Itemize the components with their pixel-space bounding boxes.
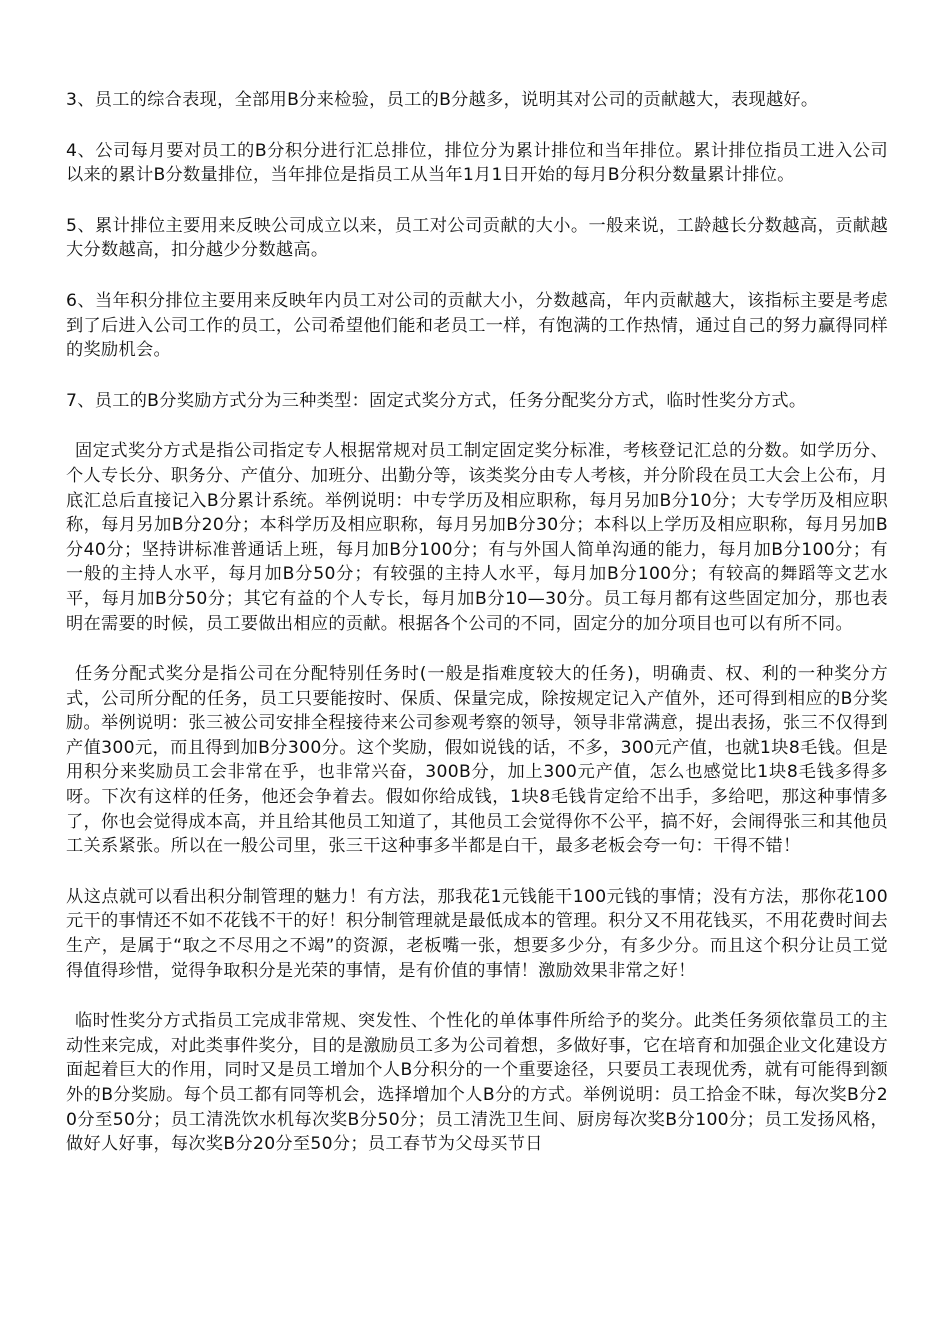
paragraph-item-5: 5、累计排位主要用来反映公司成立以来，员工对公司贡献的大小。一般来说，工龄越长分数越高，贡献越大分数越高，扣分越少分数越高。 xyxy=(66,215,888,261)
paragraph-item-7: 7、员工的B分奖励方式分为三种类型：固定式奖分方式，任务分配奖分方式，临时性奖分方式。 xyxy=(66,390,807,411)
paragraph-temporary-reward: 临时性奖分方式指员工完成非常规、突发性、个性化的单体事件所给予的奖分。此类任务须依靠员工的主动性来完成，对此类事件奖分，目的是激励员工多为公司着想，多做好事，它在培育和加强企业文化建设方面起着巨大的作用，同时又是员工增加个人B分积分的一个重要途径，只要员工表现优秀，就有可能得到额外的B分奖励。每个员工都有同等机会，选择增加个人B分的方式。举例说明：员工拾金不昧，每次奖B分20分至50分；员工清洗饮水机每次奖B分50分；员工清洗卫生间、厨房每次奖B分100分；员工发扬风格，做好人好事，每次奖B分20分至50分；员工春节为父母买节日 xyxy=(66,1011,888,1155)
paragraph-points-charm: 从这点就可以看出积分制管理的魅力！有方法，那我花1元钱能干100元钱的事情；没有方法，那你花100元干的事情还不如不花钱不干的好！积分制管理就是最低成本的管理。积分又不用花钱买，不用花费时间去生产，是属于“取之不尽用之不竭”的资源，老板嘴一张，想要多少分，有多少分。而且这个积分让员工觉得值得珍惜，觉得争取积分是光荣的事情，是有价值的事情！激励效果非常之好！ xyxy=(66,886,888,981)
document-page xyxy=(66,88,888,1157)
paragraph-item-3: 3、员工的综合表现，全部用B分来检验，员工的B分越多，说明其对公司的贡献越大，表现越好。 xyxy=(66,90,819,110)
paragraph-fixed-reward: 固定式奖分方式是指公司指定专人根据常规对员工制定固定奖分标准，考核登记汇总的分数。如学历分、个人专长分、职务分、产值分、加班分、出勤分等，该类奖分由专人考核，并分阶段在员工大会上公布，月底汇总后直接记入B分累计系统。举例说明：中专学历及相应职称，每月另加B分10分；大专学历及相应职称，每月另加B分20分；本科学历及相应职称，每月另加B分30分；本科以上学历及相应职称，每月另加B分40分；坚持讲标准普通话上班，每月加B分100分；有与外国人简单沟通的能力，每月加B分100分；有一般的主持人水平，每月加B分50分；有较强的主持人水平，每月加B分100分；有较高的舞蹈等文艺水平，每月加B分50分；其它有益的个人专长，每月加B分10—30分。员工每月都有这些固定加分，那也表明在需要的时候，员工要做出相应的贡献。根据各个公司的不同，固定分的加分项目也可以有所不同。 xyxy=(66,441,888,634)
paragraph-task-reward: 任务分配式奖分是指公司在分配特别任务时(一般是指难度较大的任务)，明确责、权、利的一种奖分方式，公司所分配的任务，员工只要能按时、保质、保量完成，除按规定记入产值外，还可得到相应的B分奖励。举例说明：张三被公司安排全程接待来公司参观考察的领导，领导非常满意，提出表扬，张三不仅得到产值300元，而且得到加B分300分。这个奖励，假如说钱的话，不多，300元产值，也就1块8毛钱。但是用积分来奖励员工会非常在乎，也非常兴奋，300B分，加上300元产值，怎么也感觉比1块8毛钱多得多呀。下次有这样的任务，他还会争着去。假如你给成钱，1块8毛钱肯定给不出手，多给吧，那这种事情多了，你也会觉得成本高，并且给其他员工知道了，其他员工会觉得你不公平，搞不好，会闹得张三和其他员工关系紧张。所以在一般公司里，张三干这种事多半都是白干，最多老板会夸一句：干得不错！ xyxy=(66,664,888,857)
paragraph-item-6: 6、当年积分排位主要用来反映年内员工对公司的贡献大小，分数越高，年内贡献越大，该指标主要是考虑到了后进入公司工作的员工，公司希望他们能和老员工一样，有饱满的工作热情，通过自己的努力赢得同样的奖励机会。 xyxy=(66,290,888,361)
paragraph-item-4: 4、公司每月要对员工的B分积分进行汇总排位，排位分为累计排位和当年排位。累计排位指员工进入公司以来的累计B分数量排位，当年排位是指员工从当年1月1日开始的每月B分积分数量累计排位。 xyxy=(66,140,888,186)
